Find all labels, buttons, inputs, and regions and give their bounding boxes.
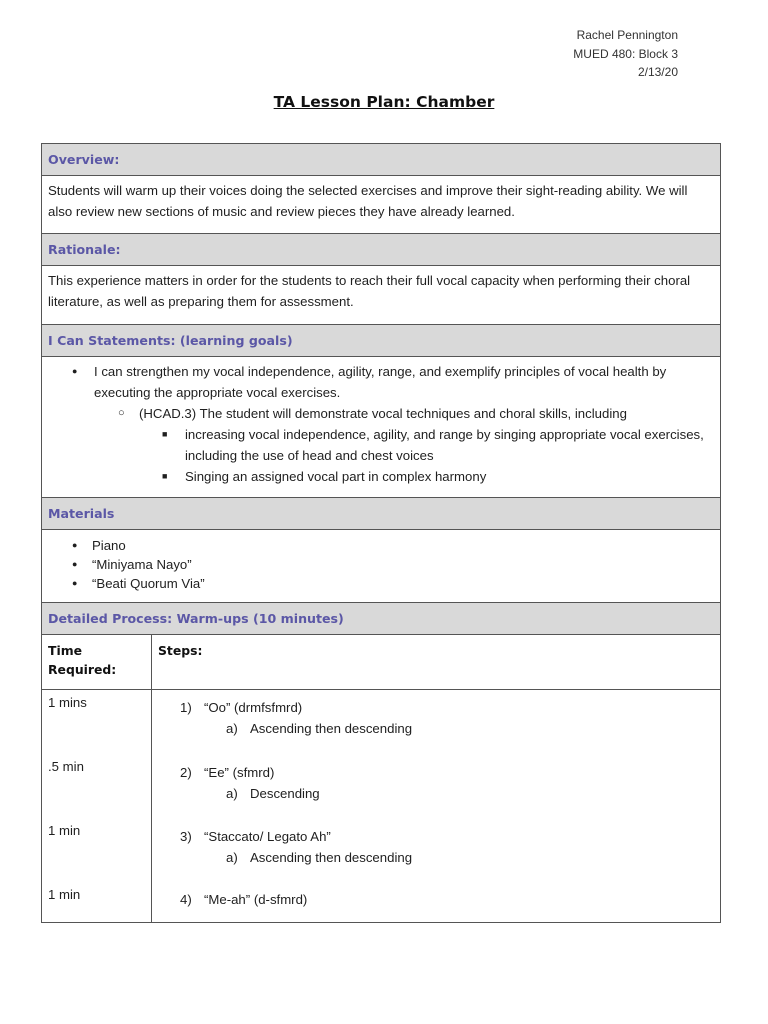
step-content	[152, 818, 721, 882]
rationale-text: This experience matters in order for the students to reach their full vocal capacity when performing their choral literature, as well as preparing them for assessment.	[42, 266, 721, 325]
overview-heading: Overview:	[42, 144, 721, 176]
header-info	[573, 26, 678, 82]
step-text: “Staccato/ Legato Ah”	[204, 829, 331, 844]
step-number: 3)	[180, 829, 192, 844]
list-item: ● “Beati Quorum Via”	[48, 574, 714, 593]
overview-row	[42, 176, 721, 234]
table-row	[42, 882, 721, 923]
table-row	[42, 754, 721, 818]
step-sub-text: Ascending then descending	[250, 721, 413, 736]
list-item	[48, 361, 714, 487]
process-header-row	[42, 603, 721, 635]
step-sub-letter: a)	[226, 721, 238, 736]
materials-header-row	[42, 498, 721, 530]
step-text: “Oo” (drmfsfmrd)	[204, 700, 303, 715]
goals-content	[42, 357, 721, 498]
step-main	[158, 697, 714, 718]
goals-heading: I Can Statements: (learning goals)	[42, 325, 721, 357]
step-number: 4)	[180, 892, 192, 907]
date: 2/13/20	[637, 65, 678, 79]
goal-statement: I can strengthen my vocal independence, agility, range, and exemplify principles of vocal health by executing the appropriate vocal exercises.	[94, 364, 667, 400]
rationale-heading: Rationale:	[42, 234, 721, 266]
hollow-bullet: ○	[118, 407, 125, 419]
lesson-plan-table	[41, 143, 721, 923]
step-main	[158, 826, 714, 847]
rationale-header-row	[42, 234, 721, 266]
course-name: MUED 480: Block 3	[573, 46, 678, 61]
step-time: .5 min	[42, 754, 152, 818]
step-number: 1)	[180, 700, 192, 715]
process-heading: Detailed Process: Warm-ups (10 minutes)	[42, 603, 721, 635]
goals-list	[48, 361, 714, 487]
list-item: ● “Miniyama Nayo”	[48, 555, 714, 574]
time-column-header: Time Required:	[42, 635, 152, 690]
goals-row	[42, 357, 721, 498]
list-item: ● Piano	[48, 536, 714, 555]
materials-list	[48, 536, 714, 593]
standard-item	[94, 403, 714, 424]
standard-text: (HCAD.3) The student will demonstrate vocal techniques and choral skills, including	[139, 406, 627, 421]
standard-sub-list	[94, 424, 714, 487]
materials-content	[42, 530, 721, 603]
step-text: “Ee” (sfmrd)	[204, 765, 275, 780]
step-sub-letter: a)	[226, 850, 238, 865]
step-time: 1 min	[42, 818, 152, 882]
step-content	[152, 882, 721, 923]
table-row	[42, 818, 721, 882]
steps-column-header: Steps:	[152, 635, 721, 690]
process-column-headers	[42, 635, 721, 690]
step-sub	[158, 783, 714, 804]
goals-header-row	[42, 325, 721, 357]
step-content	[152, 754, 721, 818]
overview-header-row	[42, 144, 721, 176]
step-text: “Me-ah” (d-sfmrd)	[204, 892, 308, 907]
materials-row	[42, 530, 721, 603]
materials-heading: Materials	[42, 498, 721, 530]
step-time: 1 mins	[42, 690, 152, 755]
step-sub	[158, 847, 714, 868]
author-name: Rachel Pennington	[576, 28, 678, 42]
step-number: 2)	[180, 765, 192, 780]
step-sub-letter: a)	[226, 786, 238, 801]
overview-text: Students will warm up their voices doing the selected exercises and improve their sight-reading ability. We will also review new sections of music and review pieces they have already learned.	[42, 176, 721, 234]
list-item: ■ increasing vocal independence, agility, and range by singing appropriate vocal exercises, including the use of head and chest voices	[94, 424, 714, 466]
step-content	[152, 690, 721, 755]
list-item: ■ Singing an assigned vocal part in complex harmony	[94, 466, 714, 487]
step-main	[158, 762, 714, 783]
step-main	[158, 889, 714, 910]
table-row	[42, 690, 721, 755]
step-time: 1 min	[42, 882, 152, 923]
step-sub	[158, 718, 714, 739]
step-sub-text: Descending	[250, 786, 320, 801]
step-sub-text: Ascending then descending	[250, 850, 413, 865]
rationale-row	[42, 266, 721, 325]
page-title: TA Lesson Plan: Chamber	[273, 93, 495, 111]
